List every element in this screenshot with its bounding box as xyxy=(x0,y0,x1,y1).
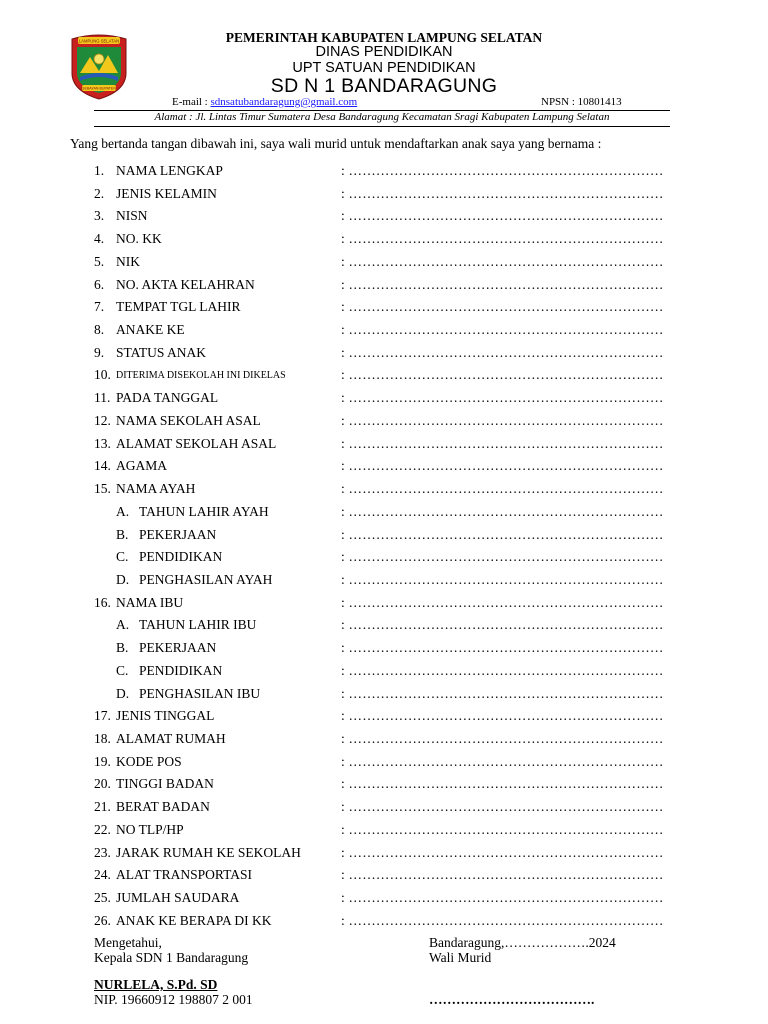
form-field-row xyxy=(0,845,768,867)
field-blank-line[interactable]: : …………………………………………………………… xyxy=(341,640,664,656)
field-label: NAMA SEKOLAH ASAL xyxy=(116,412,261,428)
field-label: ALAT TRANSPORTASI xyxy=(116,867,253,883)
field-blank-line[interactable]: : …………………………………………………………… xyxy=(341,435,664,451)
field-number: 24. xyxy=(94,867,111,883)
field-label: NAMA IBU xyxy=(116,594,184,610)
field-number: 26. xyxy=(94,912,111,928)
field-number: 15. xyxy=(94,481,111,497)
form-field-row xyxy=(0,686,768,708)
field-blank-line[interactable]: : …………………………………………………………… xyxy=(341,799,664,815)
form-field-row xyxy=(0,708,768,730)
field-blank-line[interactable]: : …………………………………………………………… xyxy=(341,276,664,292)
field-label: ALAMAT RUMAH xyxy=(116,731,226,746)
field-label: PADA TANGGAL xyxy=(116,390,219,406)
field-number: 21. xyxy=(94,799,111,815)
field-label: ANAKE KE xyxy=(116,322,185,338)
field-number: 1. xyxy=(94,163,105,178)
headmaster-title: Kepala SDN 1 Bandaragung xyxy=(94,950,249,965)
acknowledged-label: Mengetahui, xyxy=(94,935,162,950)
guardian-title: Wali Murid xyxy=(429,950,492,965)
field-blank-line[interactable]: : …………………………………………………………… xyxy=(341,685,664,701)
subfield-letter: B. xyxy=(116,526,129,542)
form-field-row xyxy=(0,277,768,299)
field-blank-line[interactable]: : …………………………………………………………… xyxy=(341,549,664,565)
subfield-label: PEKERJAAN xyxy=(139,526,217,542)
field-label: TINGGI BADAN xyxy=(116,776,214,792)
headmaster-name: NURLELA, S.Pd. SD xyxy=(94,977,218,992)
field-number: 16. xyxy=(94,594,111,610)
field-number: 23. xyxy=(94,844,111,860)
headmaster-nip: NIP. 19660912 198807 2 001 xyxy=(94,992,253,1007)
field-blank-line[interactable]: : …………………………………………………………… xyxy=(341,617,664,633)
field-number: 20. xyxy=(94,776,111,792)
field-number: 5. xyxy=(94,253,105,269)
form-field-row xyxy=(0,754,768,776)
logo-top-text: LAMPUNG SELATAN xyxy=(78,38,120,44)
field-blank-line[interactable]: : …………………………………………………………… xyxy=(341,867,664,883)
field-blank-line[interactable]: : …………………………………………………………… xyxy=(341,185,664,201)
subfield-label: PENDIDIKAN xyxy=(139,549,223,565)
form-field-row xyxy=(0,345,768,367)
field-blank-line[interactable]: : …………………………………………………………… xyxy=(341,571,664,587)
form-field-row xyxy=(0,731,768,753)
field-number: 12. xyxy=(94,412,111,428)
form-field-row xyxy=(0,186,768,208)
field-number: 10. xyxy=(94,367,111,383)
field-blank-line[interactable]: : …………………………………………………………… xyxy=(341,231,664,247)
field-blank-line[interactable]: : …………………………………………………………… xyxy=(341,412,664,428)
form-field-row xyxy=(0,913,768,935)
subfield-letter: A. xyxy=(116,503,130,519)
government-title: PEMERINTAH KABUPATEN LAMPUNG SELATAN xyxy=(225,30,543,45)
form-field-row xyxy=(0,299,768,321)
field-blank-line[interactable]: : …………………………………………………………… xyxy=(341,299,664,315)
field-number: 18. xyxy=(94,731,111,746)
form-field-row xyxy=(0,390,768,412)
field-blank-line[interactable]: : …………………………………………………………… xyxy=(341,890,664,906)
field-label: JARAK RUMAH KE SEKOLAH xyxy=(116,844,301,860)
subfield-label: PEKERJAAN xyxy=(139,640,217,656)
field-blank-line[interactable]: : …………………………………………………………… xyxy=(341,344,664,360)
form-field-row xyxy=(0,254,768,276)
field-blank-line[interactable]: : …………………………………………………………… xyxy=(341,776,664,792)
field-blank-line[interactable]: : …………………………………………………………… xyxy=(341,253,664,269)
field-label: NO. KK xyxy=(116,231,162,247)
form-field-row xyxy=(0,799,768,821)
logo-bottom-text: SEBAYAN BUPATEN xyxy=(82,86,116,91)
field-number: 17. xyxy=(94,708,111,724)
field-label: NAMA LENGKAP xyxy=(116,163,223,178)
subfield-letter: D. xyxy=(116,685,130,701)
form-field-row xyxy=(0,231,768,253)
field-number: 3. xyxy=(94,208,105,224)
field-label: NISN xyxy=(116,208,148,224)
field-blank-line[interactable]: : …………………………………………………………… xyxy=(341,526,664,542)
field-number: 4. xyxy=(94,231,105,247)
form-field-row xyxy=(0,572,768,594)
form-field-row xyxy=(0,640,768,662)
field-blank-line[interactable]: : …………………………………………………………… xyxy=(341,322,664,338)
field-label: KODE POS xyxy=(116,753,182,769)
field-blank-line[interactable]: : …………………………………………………………… xyxy=(341,594,664,610)
field-label: NAMA AYAH xyxy=(116,481,196,497)
field-label: TEMPAT TGL LAHIR xyxy=(116,299,241,315)
form-field-row xyxy=(0,163,768,185)
field-blank-line[interactable]: : …………………………………………………………… xyxy=(341,844,664,860)
school-name: SD N 1 BANDARAGUNG xyxy=(270,75,498,97)
field-blank-line[interactable]: : …………………………………………………………… xyxy=(341,481,664,497)
guardian-signature-line[interactable]: ………………………………. xyxy=(429,992,595,1007)
subfield-label: TAHUN LAHIR AYAH xyxy=(139,503,269,519)
subfield-label: PENGHASILAN AYAH xyxy=(139,571,273,587)
email-label: E-mail : xyxy=(172,96,211,108)
field-label: BERAT BADAN xyxy=(116,799,210,815)
field-number: 13. xyxy=(94,435,111,451)
field-blank-line[interactable]: : …………………………………………………………… xyxy=(341,912,664,928)
form-field-row xyxy=(0,208,768,230)
field-label: NO. AKTA KELAHRAN xyxy=(116,276,255,292)
field-number: 22. xyxy=(94,821,111,837)
subfield-label: TAHUN LAHIR IBU xyxy=(139,617,257,633)
subfield-letter: D. xyxy=(116,571,130,587)
form-field-row xyxy=(0,527,768,549)
form-field-row xyxy=(0,436,768,458)
intro-statement: Yang bertanda tangan dibawah ini, saya wali murid untuk mendaftarkan anak saya yang bernama : xyxy=(70,136,602,151)
unit-title: UPT SATUAN PENDIDIKAN xyxy=(292,60,476,76)
field-blank-line[interactable]: : …………………………………………………………… xyxy=(341,390,664,406)
field-number: 19. xyxy=(94,753,111,769)
form-field-row xyxy=(0,367,768,389)
field-number: 2. xyxy=(94,185,105,201)
field-blank-line[interactable]: : …………………………………………………………… xyxy=(341,708,664,724)
subfield-label: PENGHASILAN IBU xyxy=(139,685,261,701)
email-link[interactable]: sdnsatubandaragung@gmail.com xyxy=(210,96,358,108)
header-divider-bottom xyxy=(94,126,670,127)
npsn: NPSN : 10801413 xyxy=(541,96,622,108)
field-blank-line[interactable]: : …………………………………………………………… xyxy=(341,208,664,224)
form-field-row xyxy=(0,413,768,435)
form-field-row xyxy=(0,822,768,844)
field-label: ALAMAT SEKOLAH ASAL xyxy=(116,435,277,451)
field-label: JUMLAH SAUDARA xyxy=(116,890,240,906)
field-label: NIK xyxy=(116,253,140,269)
form-field-row xyxy=(0,867,768,889)
subfield-letter: A. xyxy=(116,617,130,633)
field-blank-line[interactable]: : …………………………………………………………… xyxy=(341,503,664,519)
form-field-row xyxy=(0,504,768,526)
field-number: 6. xyxy=(94,276,105,292)
field-label: DITERIMA DISEKOLAH INI DIKELAS xyxy=(116,370,286,382)
place-date: Bandaragung,……………….2024 xyxy=(429,935,616,950)
form-field-row xyxy=(0,617,768,639)
field-number: 14. xyxy=(94,458,111,474)
field-blank-line[interactable]: : …………………………………………………………… xyxy=(341,821,664,837)
email-line xyxy=(172,96,357,108)
form-field-row xyxy=(0,890,768,912)
field-number: 7. xyxy=(94,299,105,315)
form-field-row xyxy=(0,663,768,685)
subfield-label: PENDIDIKAN xyxy=(139,662,223,678)
subfield-letter: C. xyxy=(116,549,129,565)
field-label: JENIS KELAMIN xyxy=(116,185,217,201)
field-number: 9. xyxy=(94,344,105,360)
field-blank-line[interactable]: : …………………………………………………………… xyxy=(341,367,664,383)
field-label: JENIS TINGGAL xyxy=(116,708,215,724)
department-title: DINAS PENDIDIKAN xyxy=(315,44,453,60)
field-number: 8. xyxy=(94,322,105,338)
field-blank-line[interactable]: : …………………………………………………………… xyxy=(341,753,664,769)
field-label: STATUS ANAK xyxy=(116,344,207,360)
field-label: NO TLP/HP xyxy=(116,821,184,837)
field-blank-line[interactable]: : …………………………………………………………… xyxy=(341,731,664,746)
field-blank-line[interactable]: : …………………………………………………………… xyxy=(341,662,664,678)
field-label: ANAK KE BERAPA DI KK xyxy=(116,912,272,928)
form-field-row xyxy=(0,322,768,344)
field-blank-line[interactable]: : …………………………………………………………… xyxy=(341,163,664,178)
form-field-row xyxy=(0,481,768,503)
field-number: 11. xyxy=(94,390,111,406)
form-field-row xyxy=(0,776,768,798)
field-label: AGAMA xyxy=(116,458,168,474)
subfield-letter: C. xyxy=(116,662,129,678)
form-field-row xyxy=(0,595,768,617)
form-field-row xyxy=(0,458,768,480)
field-number: 25. xyxy=(94,890,111,906)
form-field-row xyxy=(0,549,768,571)
subfield-letter: B. xyxy=(116,640,129,656)
school-address: Alamat : Jl. Lintas Timur Sumatera Desa Bandaragung Kecamatan Sragi Kabupaten Lampung Selatan xyxy=(154,111,610,123)
field-blank-line[interactable]: : …………………………………………………………… xyxy=(341,458,664,474)
